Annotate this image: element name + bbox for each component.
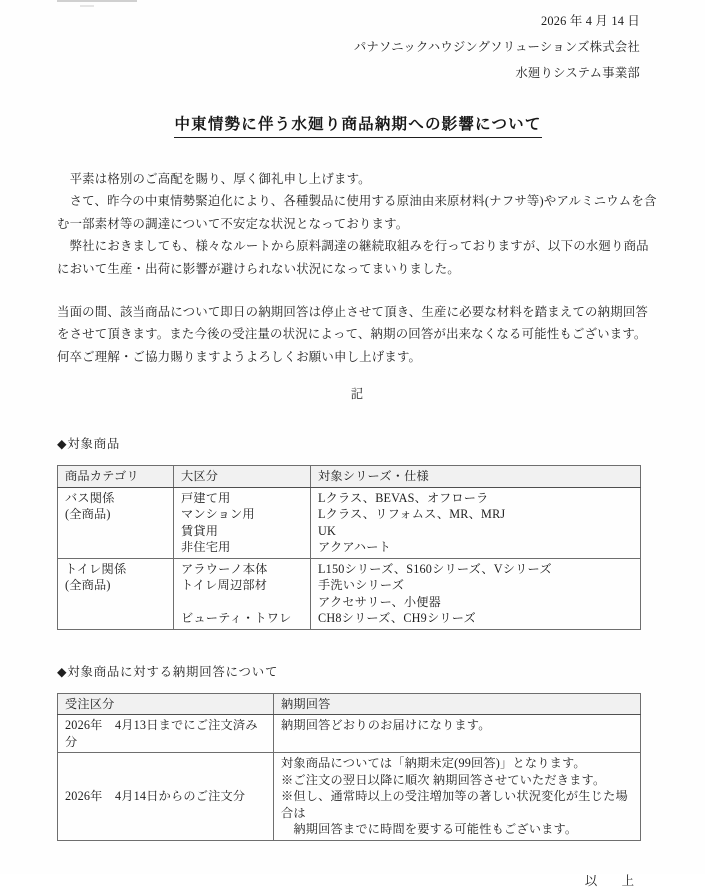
cell-line: 2026年 4月14日からのご注文分	[65, 789, 246, 804]
cell-line: ビューティ・トワレ	[181, 611, 292, 626]
cell-line: UK	[318, 523, 337, 538]
table-cell	[58, 753, 274, 841]
cell-line: 納期回答どおりのお届けになります。	[281, 718, 491, 733]
table-cell	[174, 487, 311, 558]
paragraph-request: 何卒ご理解・ご協力賜りますようよろしくお願い申し上げます。	[57, 349, 422, 364]
cell-line: 納期回答までに時間を要する可能性もございます。	[281, 822, 578, 837]
cell-line: 賃貸用	[181, 523, 219, 538]
cell-line: (全商品)	[65, 507, 111, 522]
department-name: 水廻りシステム事業部	[515, 66, 640, 80]
cell-line: 対象商品については「納期未定(99回答)」となります。	[281, 756, 586, 771]
table-cell	[58, 558, 174, 629]
cell-line: トイレ関係	[65, 561, 127, 576]
cell-line: L150シリーズ、S160シリーズ、Vシリーズ	[318, 561, 552, 576]
table-header-row	[58, 466, 641, 488]
column-header: 大区分	[174, 466, 311, 488]
title-container	[57, 112, 659, 138]
section-heading-delivery-reply: ◆対象商品に対する納期回答について	[57, 664, 279, 679]
cell-line: バス関係	[65, 490, 115, 505]
table-header-row	[58, 693, 641, 715]
cell-line: Lクラス、リフォムス、MR、MRJ	[318, 507, 506, 522]
scan-artifact	[57, 0, 137, 2]
scan-artifact	[80, 5, 94, 7]
document-title: 中東情勢に伴う水廻り商品納期への影響について	[174, 112, 541, 138]
table-cell	[174, 558, 311, 629]
cell-line: 戸建て用	[181, 490, 231, 505]
company-name: パナソニックハウジングソリューションズ株式会社	[353, 40, 640, 54]
intro-paragraphs	[57, 168, 659, 280]
paragraph-policy: 当面の間、該当商品について即日の納期回答は停止させて頂き、生産に必要な材料を踏まえての納期回答をさせて頂きます。また今後の受注量の状況によって、納期の回答が出来なくなる可能性もございます。	[57, 305, 649, 342]
column-header: 対象シリーズ・仕様	[311, 466, 641, 488]
table-cell	[311, 558, 641, 629]
column-header: 納期回答	[274, 693, 641, 715]
cell-line: 手洗いシリーズ	[318, 578, 405, 593]
paragraph-background: さて、昨今の中東情勢緊迫化により、各種製品に使用する原油由来原材料(ナフサ等)やアルミニウムを含む一部素材等の調達について不安定な状況となっております。	[57, 194, 657, 231]
delivery-reply-table	[57, 693, 641, 841]
policy-paragraphs	[57, 301, 659, 368]
column-header: 受注区分	[58, 693, 274, 715]
paragraph-impact: 弊社におきましても、様々なルートから原料調達の継続取組みを行っておりますが、以下の水廻り商品において生産・出荷に影響が避けられない状況になってまいりました。	[57, 239, 649, 276]
table-cell	[58, 487, 174, 558]
record-marker: 記	[350, 387, 366, 402]
paragraph-greeting: 平素は格別のご高配を賜り、厚く御礼申し上げます。	[57, 172, 371, 186]
cell-line: アクアハート	[318, 540, 391, 555]
cell-line	[181, 594, 303, 611]
table-cell	[274, 753, 641, 841]
cell-line: ※ご注文の翌日以降に順次 納期回答させていただきます。	[281, 772, 606, 787]
cell-line: トイレ周辺部材	[181, 578, 268, 593]
column-header: 商品カテゴリ	[58, 466, 174, 488]
cell-line: Lクラス、BEVAS、オフローラ	[318, 490, 489, 505]
table-cell	[311, 487, 641, 558]
table-row	[58, 558, 641, 629]
document-date: 2026 年 4 月 14 日	[540, 14, 640, 28]
table-row	[58, 715, 641, 753]
closing-mark: 以 上	[584, 873, 640, 888]
section-heading-products: ◆対象商品	[57, 437, 121, 452]
table-row	[58, 753, 641, 841]
cell-line: 非住宅用	[181, 540, 231, 555]
table-cell	[58, 715, 274, 753]
cell-line: (全商品)	[65, 578, 111, 593]
cell-line: アラウーノ本体	[181, 561, 268, 576]
cell-line: 2026年 4月13日までにご注文済み分	[65, 718, 258, 749]
cell-line: CH8シリーズ、CH9シリーズ	[318, 611, 476, 626]
cell-line: アクセサリー、小便器	[318, 594, 442, 609]
table-cell	[274, 715, 641, 753]
cell-line: マンション用	[181, 507, 255, 522]
document-header	[57, 0, 659, 86]
products-table	[57, 465, 641, 630]
cell-line: ※但し、通常時以上の受注増加等の著しい状況変化が生じた場合は	[281, 789, 628, 820]
table-row	[58, 487, 641, 558]
